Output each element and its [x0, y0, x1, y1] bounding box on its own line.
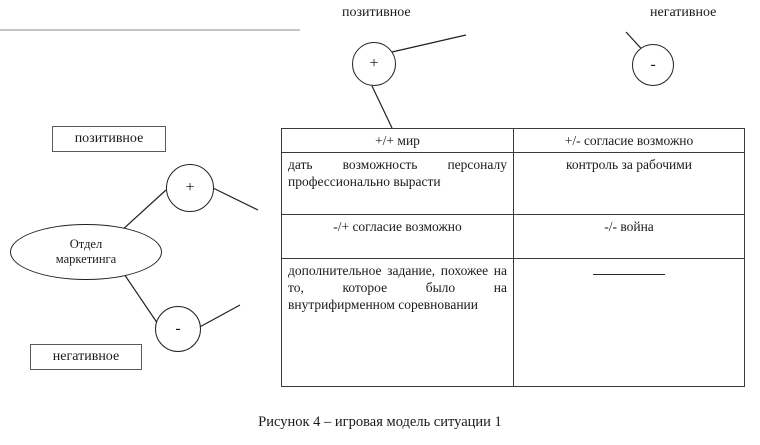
cell-detail-minus-minus	[514, 259, 745, 387]
node-column-minus[interactable]: -	[632, 44, 674, 86]
cell-detail-plus-minus: контроль за рабочими	[514, 153, 745, 215]
row-label-positive: позитивное	[52, 126, 166, 152]
figure-caption: Рисунок 4 – игровая модель ситуации 1	[258, 414, 502, 430]
row-label-negative: негативное	[30, 344, 142, 370]
node-root[interactable]	[10, 224, 162, 280]
table-row	[282, 129, 745, 153]
table-row	[282, 215, 745, 259]
table-row	[282, 259, 745, 387]
cell-outcome-plus-plus: +/+ мир	[282, 129, 514, 153]
edge-col-plus-down	[372, 86, 392, 128]
column-header-negative: негативное	[650, 5, 717, 20]
empty-cell-dash	[593, 264, 665, 275]
cell-outcome-minus-plus: -/+ согласие возможно	[282, 215, 514, 259]
edge-root-to-plus	[120, 190, 166, 232]
node-root-line2: маркетинга	[55, 252, 117, 266]
cell-outcome-minus-minus: -/- война	[514, 215, 745, 259]
column-header-positive: позитивное	[342, 5, 411, 20]
edge-plus-out	[213, 188, 258, 210]
node-column-plus[interactable]: +	[352, 42, 396, 86]
table-row	[282, 153, 745, 215]
node-branch-minus[interactable]: -	[155, 306, 201, 352]
edge-minus-out	[196, 305, 240, 329]
node-branch-plus[interactable]: +	[166, 164, 214, 212]
cell-detail-minus-plus: дополнительное задание, похожее на то, которое было на внутрифирменном соревновании	[282, 259, 514, 387]
edge-col-plus-out	[392, 35, 466, 52]
node-root-line1: Отдел	[69, 237, 103, 251]
cell-outcome-plus-minus: +/- согласие возможно	[514, 129, 745, 153]
cell-detail-plus-plus: дать возможность персоналу профессионально вырасти	[282, 153, 514, 215]
payoff-matrix	[281, 128, 745, 387]
